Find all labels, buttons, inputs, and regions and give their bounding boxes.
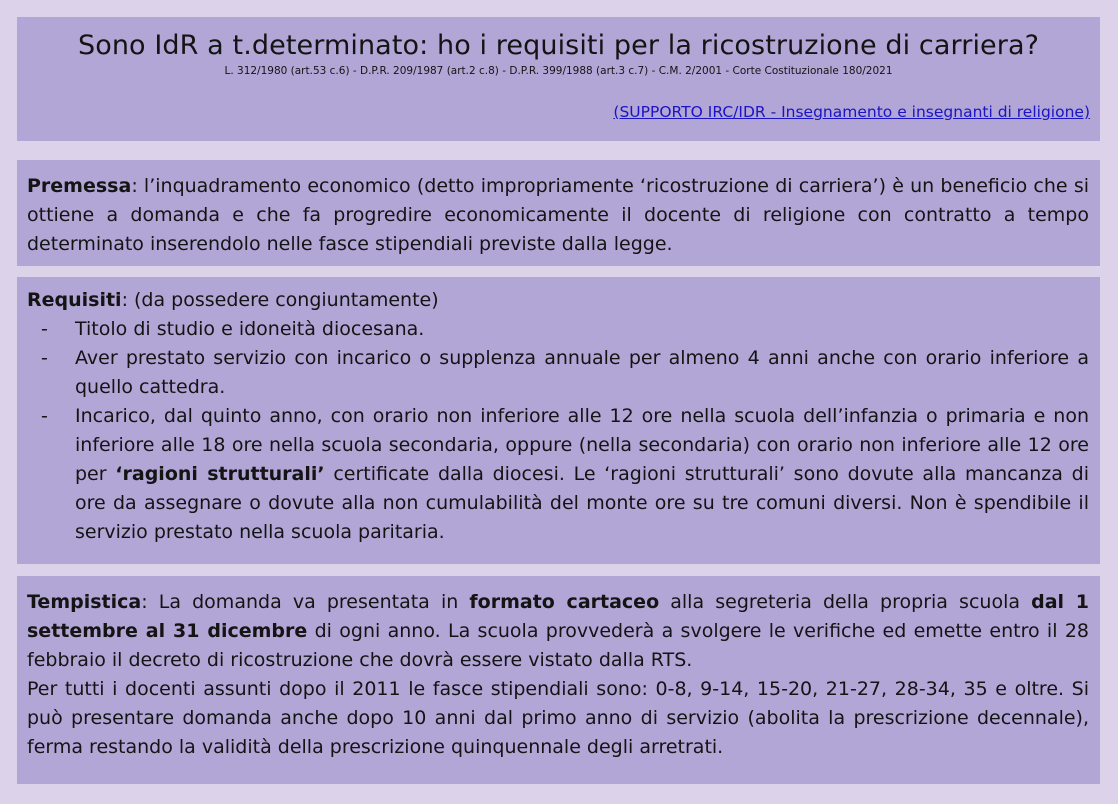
requisiti-heading — [17, 277, 1100, 315]
requisito-text: Titolo di studio e idoneità diocesana. — [75, 318, 425, 340]
header-box — [17, 17, 1100, 141]
tempistica-bold: formato cartaceo — [469, 591, 660, 613]
support-link[interactable]: (SUPPORTO IRC/IDR - Insegnamento e insegnanti di religione) — [613, 103, 1090, 121]
requisito-text-part: certificate dalla diocesi. Le ‘ragioni strutturali’ sono dovute alla mancanza di ore da assegnare o dovute alla non cumulabilità del monte ore su tre comuni diversi. Non è spendibile il servizio prestato nella scuola paritaria. — [75, 463, 1089, 543]
premessa-section — [17, 160, 1100, 266]
bullet-dash: - — [41, 318, 48, 340]
premessa-label: Premessa — [27, 175, 132, 197]
legal-references: L. 312/1980 (art.53 c.6) - D.P.R. 209/1987 (art.2 c.8) - D.P.R. 399/1988 (art.3 c.7) - C.M. 2/2001 - Corte Costituzionale 180/2021 — [224, 65, 893, 77]
requisito-bold: ‘ragioni strutturali’ — [115, 463, 325, 485]
tempistica-section — [17, 576, 1100, 784]
requisiti-section — [17, 277, 1100, 564]
list-item — [17, 315, 1089, 344]
bullet-dash: - — [41, 405, 48, 427]
list-item — [17, 344, 1089, 402]
tempistica-text: : La domanda va presentata in — [141, 591, 470, 613]
requisito-text-part: Incarico, dal quinto anno, con orario non inferiore alle 12 ore nella scuola dell’infanzia o primaria e non inferiore alle 18 ore nella scuola secondaria, oppure (nella secondaria) con orario non inferiore alle 12 ore per — [75, 405, 1089, 485]
list-item — [17, 402, 1089, 547]
premessa-paragraph — [17, 160, 1100, 259]
fasce-paragraph: Per tutti i docenti assunti dopo il 2011 le fasce stipendiali sono: 0-8, 9-14, 15-20, 21-27, 28-34, 35 e oltre. Si può presentare domanda anche dopo 10 anni dal primo anno di servizio (abolita la prescrizione decennale), ferma restando la validità della prescrizione quinquennale degli arretrati. — [27, 678, 1089, 758]
tempistica-text: alla segreteria della propria scuola — [659, 591, 1032, 613]
premessa-text: : l’inquadramento economico (detto impropriamente ‘ricostruzione di carriera’) è un beneficio che si ottiene a domanda e che fa progredire economicamente il docente di religione con contratto a tempo determinato inserendolo nelle fasce stipendiali previste dalla legge. — [27, 175, 1089, 255]
page-title: Sono IdR a t.determinato: ho i requisiti per la ricostruzione di carriera? — [77, 30, 1040, 61]
requisiti-list — [17, 315, 1100, 547]
bullet-dash: - — [41, 347, 48, 369]
tempistica-text: di ogni anno. La scuola provvederà a svolgere le verifiche ed emette entro il 28 febbraio il decreto di ricostruzione che dovrà essere vistato dalla RTS. — [27, 620, 1089, 671]
tempistica-paragraph — [17, 576, 1100, 675]
requisito-text: Aver prestato servizio con incarico o supplenza annuale per almeno 4 anni anche con orario inferiore a quello cattedra. — [75, 347, 1089, 398]
requisiti-label: Requisiti — [27, 289, 122, 311]
requisiti-intro: : (da possedere congiuntamente) — [121, 289, 439, 311]
tempistica-bold: dal 1 settembre al 31 dicembre — [27, 591, 1089, 642]
tempistica-label: Tempistica — [27, 591, 142, 613]
